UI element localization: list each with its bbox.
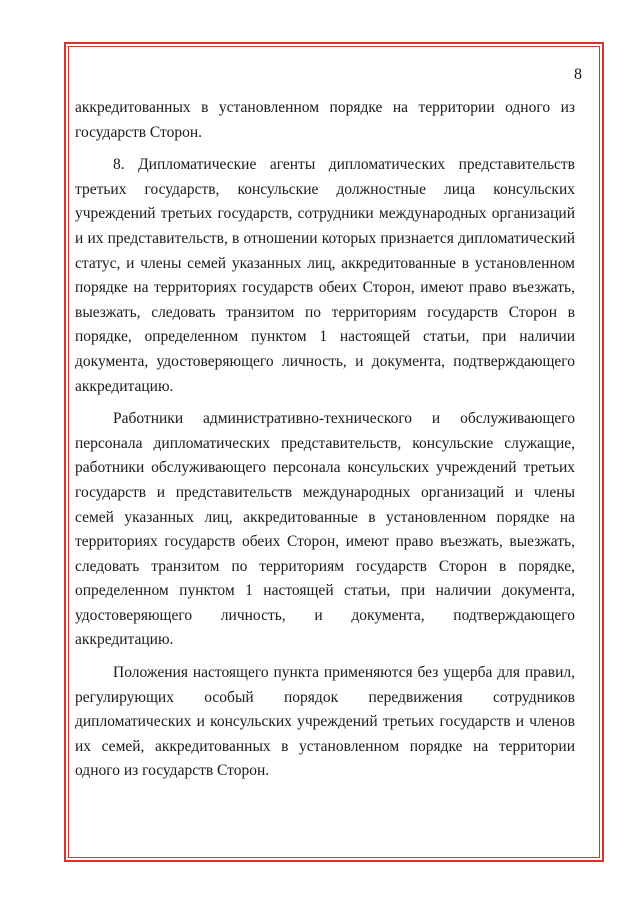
paragraph-continuation: аккредитованных в установленном порядке на территории одного из государств Сторон. (75, 99, 575, 141)
paragraph-staff: Работники административно-технического и обслуживающего персонала дипломатических представительств, консульские служащие, работники обслуживающего персонала консульских учреждений третьих государств и представительств международных организаций и члены семей указанных лиц, аккредитованные в установленном порядке на территориях государств обеих Сторон, имеют право въезжать, выезжать, следовать транзитом по территориям государств Сторон в порядке, определенном пунктом 1 настоящей статьи, при наличии документа, удостоверяющего личность, и документа, подтверждающего аккредитацию. (75, 410, 575, 649)
paragraph-item-8: 8. Дипломатические агенты дипломатических представительств третьих государств, консульские должностные лица консульских учреждений третьих государств, сотрудники международных организаций и их представительств, в отношении которых признается дипломатический статус, и члены семей указанных лиц, аккредитованные в установленном порядке на территориях государств обеих Сторон, имеют право въезжать, выезжать, следовать транзитом по территориям государств Сторон в порядке, определенном пунктом 1 настоящей статьи, при наличии документа, удостоверяющего личность, и документа, подтверждающего аккредитацию. (75, 156, 575, 395)
paragraph-provisions: Положения настоящего пункта применяются без ущерба для правил, регулирующих особый порядок передвижения сотрудников дипломатических и консульских учреждений третьих государств и членов их семей, аккредитованных в установленном порядке на территории одного из государств Сторон. (75, 664, 575, 780)
page-number: 8 (574, 66, 582, 83)
document-body (75, 96, 575, 784)
